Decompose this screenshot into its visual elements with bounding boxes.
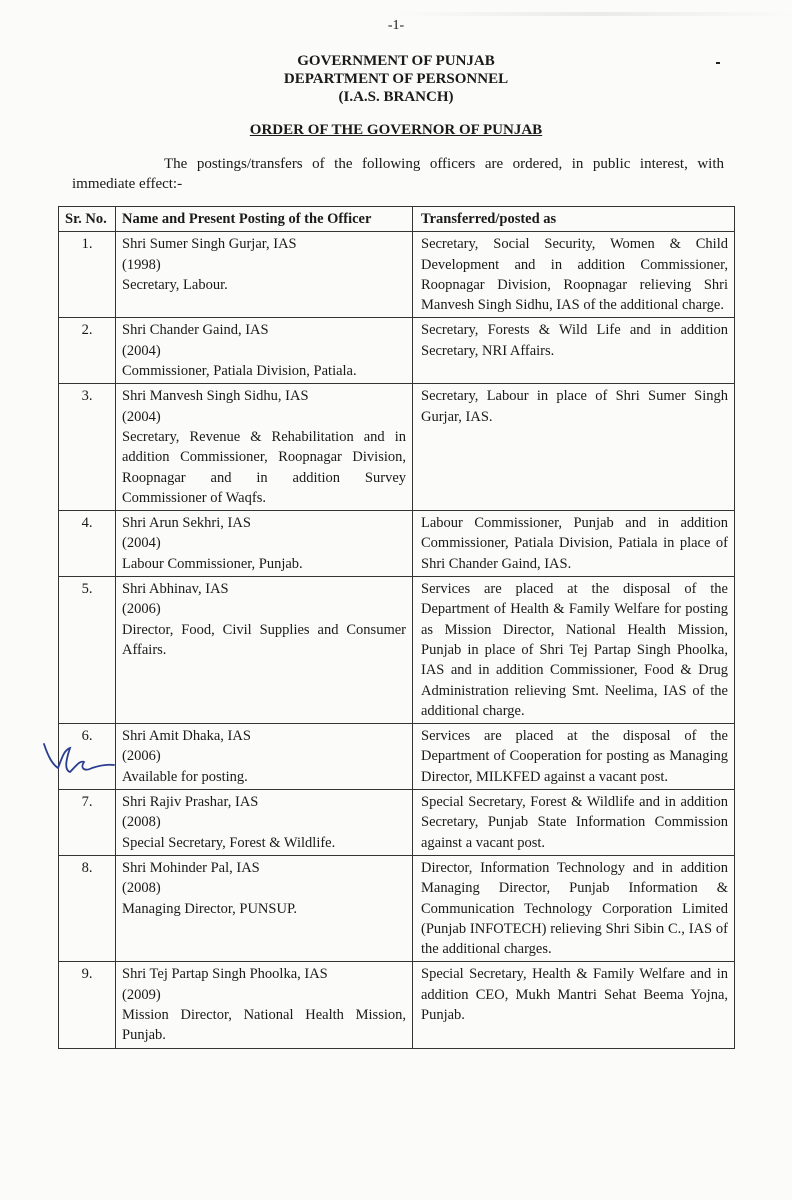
row-transfer-cell: Special Secretary, Forest & Wildlife and in addition Secretary, Punjab State Information Commission against a vacant post.	[413, 790, 735, 856]
officer-name: Shri Sumer Singh Gurjar, IAS	[122, 236, 297, 253]
order-title: ORDER OF THE GOVERNOR OF PUNJAB	[249, 122, 543, 138]
table-row	[59, 511, 735, 577]
officer-present-posting: Commissioner, Patiala Division, Patiala.	[122, 363, 357, 380]
officer-present-posting: Special Secretary, Forest & Wildlife.	[122, 834, 336, 851]
row-transfer-cell: Secretary, Labour in place of Shri Sumer Singh Gurjar, IAS.	[413, 384, 735, 511]
officer-present-posting: Available for posting.	[122, 768, 248, 785]
officer-present-posting: Secretary, Labour.	[122, 276, 228, 293]
row-transfer-cell: Director, Information Technology and in addition Managing Director, Punjab Information & Communication Technology Corporation Limited (Punjab INFOTECH) relieving Shri Sibin C., IAS of the additional charges.	[413, 855, 735, 961]
header-branch: (I.A.S. BRANCH)	[338, 89, 454, 105]
table-row	[59, 318, 735, 384]
row-transfer-cell: Secretary, Forests & Wild Life and in addition Secretary, NRI Affairs.	[413, 318, 735, 384]
officer-batch: (2008)	[122, 880, 161, 897]
header-department: DEPARTMENT OF PERSONNEL	[283, 71, 509, 87]
row-sr-no: 2.	[59, 318, 116, 384]
officer-batch: (2009)	[122, 986, 161, 1003]
row-officer-cell	[116, 384, 413, 511]
officer-present-posting: Secretary, Revenue & Rehabilitation and in addition Commissioner, Roopnagar Division, Roopnagar and in addition Survey Commissioner of Waqfs.	[122, 428, 406, 506]
officer-batch: (1998)	[122, 256, 161, 273]
row-officer-cell	[116, 511, 413, 577]
table-header-row	[59, 207, 735, 232]
row-officer-cell	[116, 790, 413, 856]
officer-name: Shri Tej Partap Singh Phoolka, IAS	[122, 966, 328, 983]
officer-present-posting: Labour Commissioner, Punjab.	[122, 555, 303, 572]
row-officer-cell	[116, 962, 413, 1048]
row-sr-no: 3.	[59, 384, 116, 511]
row-transfer-cell: Secretary, Social Security, Women & Child Development and in addition Commissioner, Roopnagar Division, Roopnagar relieving Shri Manvesh Singh Sidhu, IAS of the additional charge.	[413, 232, 735, 318]
officer-batch: (2004)	[122, 342, 161, 359]
officer-batch: (2006)	[122, 601, 161, 618]
officer-batch: (2004)	[122, 535, 161, 552]
officer-batch: (2006)	[122, 748, 161, 765]
row-sr-no: 8.	[59, 855, 116, 961]
officer-present-posting: Director, Food, Civil Supplies and Consumer Affairs.	[122, 621, 406, 658]
intro-paragraph: The postings/transfers of the following officers are ordered, in public interest, with immediate effect:-	[72, 156, 724, 192]
row-officer-cell	[116, 724, 413, 790]
row-transfer-cell: Special Secretary, Health & Family Welfare and in addition CEO, Mukh Mantri Sehat Beema Yojna, Punjab.	[413, 962, 735, 1048]
row-transfer-cell: Services are placed at the disposal of the Department of Cooperation for posting as Managing Director, MILKFED against a vacant post.	[413, 724, 735, 790]
officer-batch: (2008)	[122, 814, 161, 831]
header-transfer: Transferred/posted as	[413, 207, 735, 232]
row-transfer-cell: Labour Commissioner, Punjab and in addition Commissioner, Patiala Division, Patiala in place of Shri Chander Gaind, IAS.	[413, 511, 735, 577]
officer-name: Shri Arun Sekhri, IAS	[122, 515, 251, 532]
row-officer-cell	[116, 577, 413, 724]
header-name: Name and Present Posting of the Officer	[116, 207, 413, 232]
header-sr-no: Sr. No.	[59, 207, 116, 232]
header-government: GOVERNMENT OF PUNJAB	[297, 53, 495, 69]
row-transfer-cell: Services are placed at the disposal of the Department of Health & Family Welfare for posting as Mission Director, National Health Mission, Punjab in place of Shri Tej Partap Singh Phoolka, IAS and in addition Commissioner, Food & Drug Administration relieving Smt. Neelima, IAS of the additional charge.	[413, 577, 735, 724]
officer-name: Shri Amit Dhaka, IAS	[122, 728, 251, 745]
officer-batch: (2004)	[122, 408, 161, 425]
page-number: -1-	[387, 18, 405, 33]
document-header	[0, 52, 792, 106]
officer-name: Shri Rajiv Prashar, IAS	[122, 794, 259, 811]
table-row	[59, 855, 735, 961]
table-row	[59, 962, 735, 1048]
row-sr-no: 7.	[59, 790, 116, 856]
table-row	[59, 384, 735, 511]
row-officer-cell	[116, 318, 413, 384]
scan-shadow	[395, 12, 792, 16]
officer-present-posting: Mission Director, National Health Mission, Punjab.	[122, 1006, 406, 1044]
handwritten-initials	[40, 738, 120, 784]
row-sr-no: 1.	[59, 232, 116, 318]
table-row	[59, 232, 735, 318]
officer-name: Shri Abhinav, IAS	[122, 581, 229, 598]
officer-present-posting: Managing Director, PUNSUP.	[122, 900, 298, 917]
table-row	[59, 724, 735, 790]
row-officer-cell	[116, 232, 413, 318]
table-body	[59, 232, 735, 1048]
row-sr-no: 9.	[59, 962, 116, 1048]
table-row	[59, 577, 735, 724]
row-sr-no: 6.	[59, 724, 116, 790]
row-sr-no: 5.	[59, 577, 116, 724]
officer-name: Shri Mohinder Pal, IAS	[122, 859, 260, 876]
table-row	[59, 790, 735, 856]
officer-name: Shri Manvesh Singh Sidhu, IAS	[122, 388, 309, 405]
officer-name: Shri Chander Gaind, IAS	[122, 322, 269, 339]
row-officer-cell	[116, 855, 413, 961]
row-sr-no: 4.	[59, 511, 116, 577]
postings-table	[58, 206, 735, 1049]
